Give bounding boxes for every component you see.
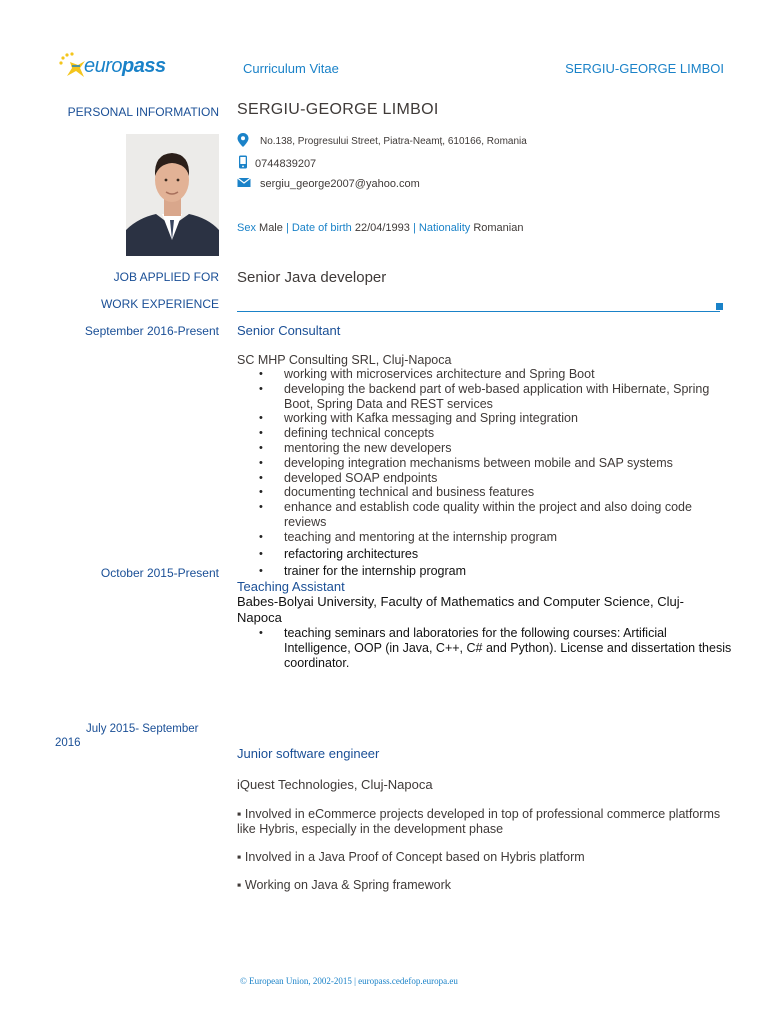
- job-responsibilities-list: [237, 367, 732, 579]
- nationality-label: Nationality: [418, 222, 471, 234]
- mobile-phone-icon: [237, 155, 255, 172]
- job-period: October 2015-Present: [100, 566, 219, 580]
- list-item: • teaching seminars and laboratories for the following courses: Artificial Intelligence, OOP (in Java, C++, C# and Python). License and dissertation thesis coordinator.: [237, 626, 732, 670]
- list-item: • developing integration mechanisms between mobile and SAP systems: [237, 456, 732, 471]
- section-label-job-applied: JOB APPLIED FOR: [113, 270, 219, 284]
- job-employer: SC MHP Consulting SRL, Cluj-Napoca: [237, 353, 452, 367]
- nationality-value: Romanian: [473, 222, 524, 234]
- footer-copyright: © European Union, 2002-2015 | europass.cedefop.europa.eu: [240, 976, 458, 986]
- job-period: September 2016-Present: [84, 324, 219, 338]
- profile-photo: [126, 134, 219, 256]
- list-item: • trainer for the internship program: [237, 564, 732, 579]
- email-envelope-icon: [237, 176, 255, 191]
- list-item: • teaching and mentoring at the internship program: [237, 530, 732, 545]
- list-item: ▪ Working on Java & Spring framework: [237, 878, 452, 892]
- europass-wordmark: europass: [84, 55, 166, 77]
- separator: |: [285, 222, 289, 234]
- job-responsibilities-list: [237, 626, 732, 670]
- job-employer: Babes-Bolyai University, Faculty of Mathematics and Computer Science, Cluj-Napoca: [237, 594, 684, 625]
- list-item: • enhance and establish code quality within the project and also doing code reviews: [237, 500, 732, 530]
- email-link[interactable]: sergiu_george2007@yahoo.com: [260, 177, 420, 190]
- dob-label: Date of birth: [291, 222, 352, 234]
- job-period: July 2015- September: [86, 723, 199, 735]
- location-pin-icon: [237, 133, 255, 150]
- address-text: No.138, Progresului Street, Piatra-Neamț, 610166, Romania: [260, 136, 527, 147]
- job-employer: iQuest Technologies, Cluj-Napoca: [237, 777, 433, 792]
- sex-label: Sex: [237, 222, 256, 234]
- email-row: [237, 176, 420, 191]
- job-title: Senior Consultant: [237, 323, 341, 338]
- candidate-name: SERGIU-GEORGE LIMBOI: [237, 101, 439, 118]
- personal-details-line: [237, 222, 523, 234]
- section-divider: [237, 311, 720, 312]
- list-item: • refactoring architectures: [237, 547, 732, 562]
- section-label-personal-information: PERSONAL INFORMATION: [67, 105, 219, 119]
- phone-text: 0744839207: [255, 157, 317, 170]
- list-item: • defining technical concepts: [237, 426, 732, 441]
- list-item: • developing the backend part of web-based application with Hibernate, Spring Boot, Spring Data and REST services: [237, 382, 732, 412]
- job-title: Teaching Assistant: [237, 579, 345, 594]
- sex-value: Male: [259, 222, 283, 234]
- list-item: • working with Kafka messaging and Spring integration: [237, 411, 732, 426]
- job-title: Junior software engineer: [237, 746, 380, 761]
- separator: |: [412, 222, 416, 234]
- list-item: • developed SOAP endpoints: [237, 471, 732, 486]
- list-item: • mentoring the new developers: [237, 441, 732, 456]
- list-item: • documenting technical and business features: [237, 485, 732, 500]
- list-item: • working with microservices architecture and Spring Boot: [237, 367, 732, 382]
- job-applied-value: Senior Java developer: [237, 269, 387, 286]
- dob-value: 22/04/1993: [354, 222, 410, 234]
- section-divider-marker: [716, 303, 723, 310]
- phone-row: [237, 155, 316, 172]
- address-row: [237, 133, 527, 150]
- section-label-work-experience: WORK EXPERIENCE: [100, 297, 219, 311]
- document-title: Curriculum Vitae: [243, 61, 339, 76]
- list-item: ▪ Involved in eCommerce projects developed in top of professional commerce platforms like Hybris, especially in the development phase: [237, 807, 721, 836]
- list-item: ▪ Involved in a Java Proof of Concept based on Hybris platform: [237, 850, 585, 864]
- job-period-continued: 2016: [55, 737, 81, 749]
- header-name: SERGIU-GEORGE LIMBOI: [565, 61, 724, 76]
